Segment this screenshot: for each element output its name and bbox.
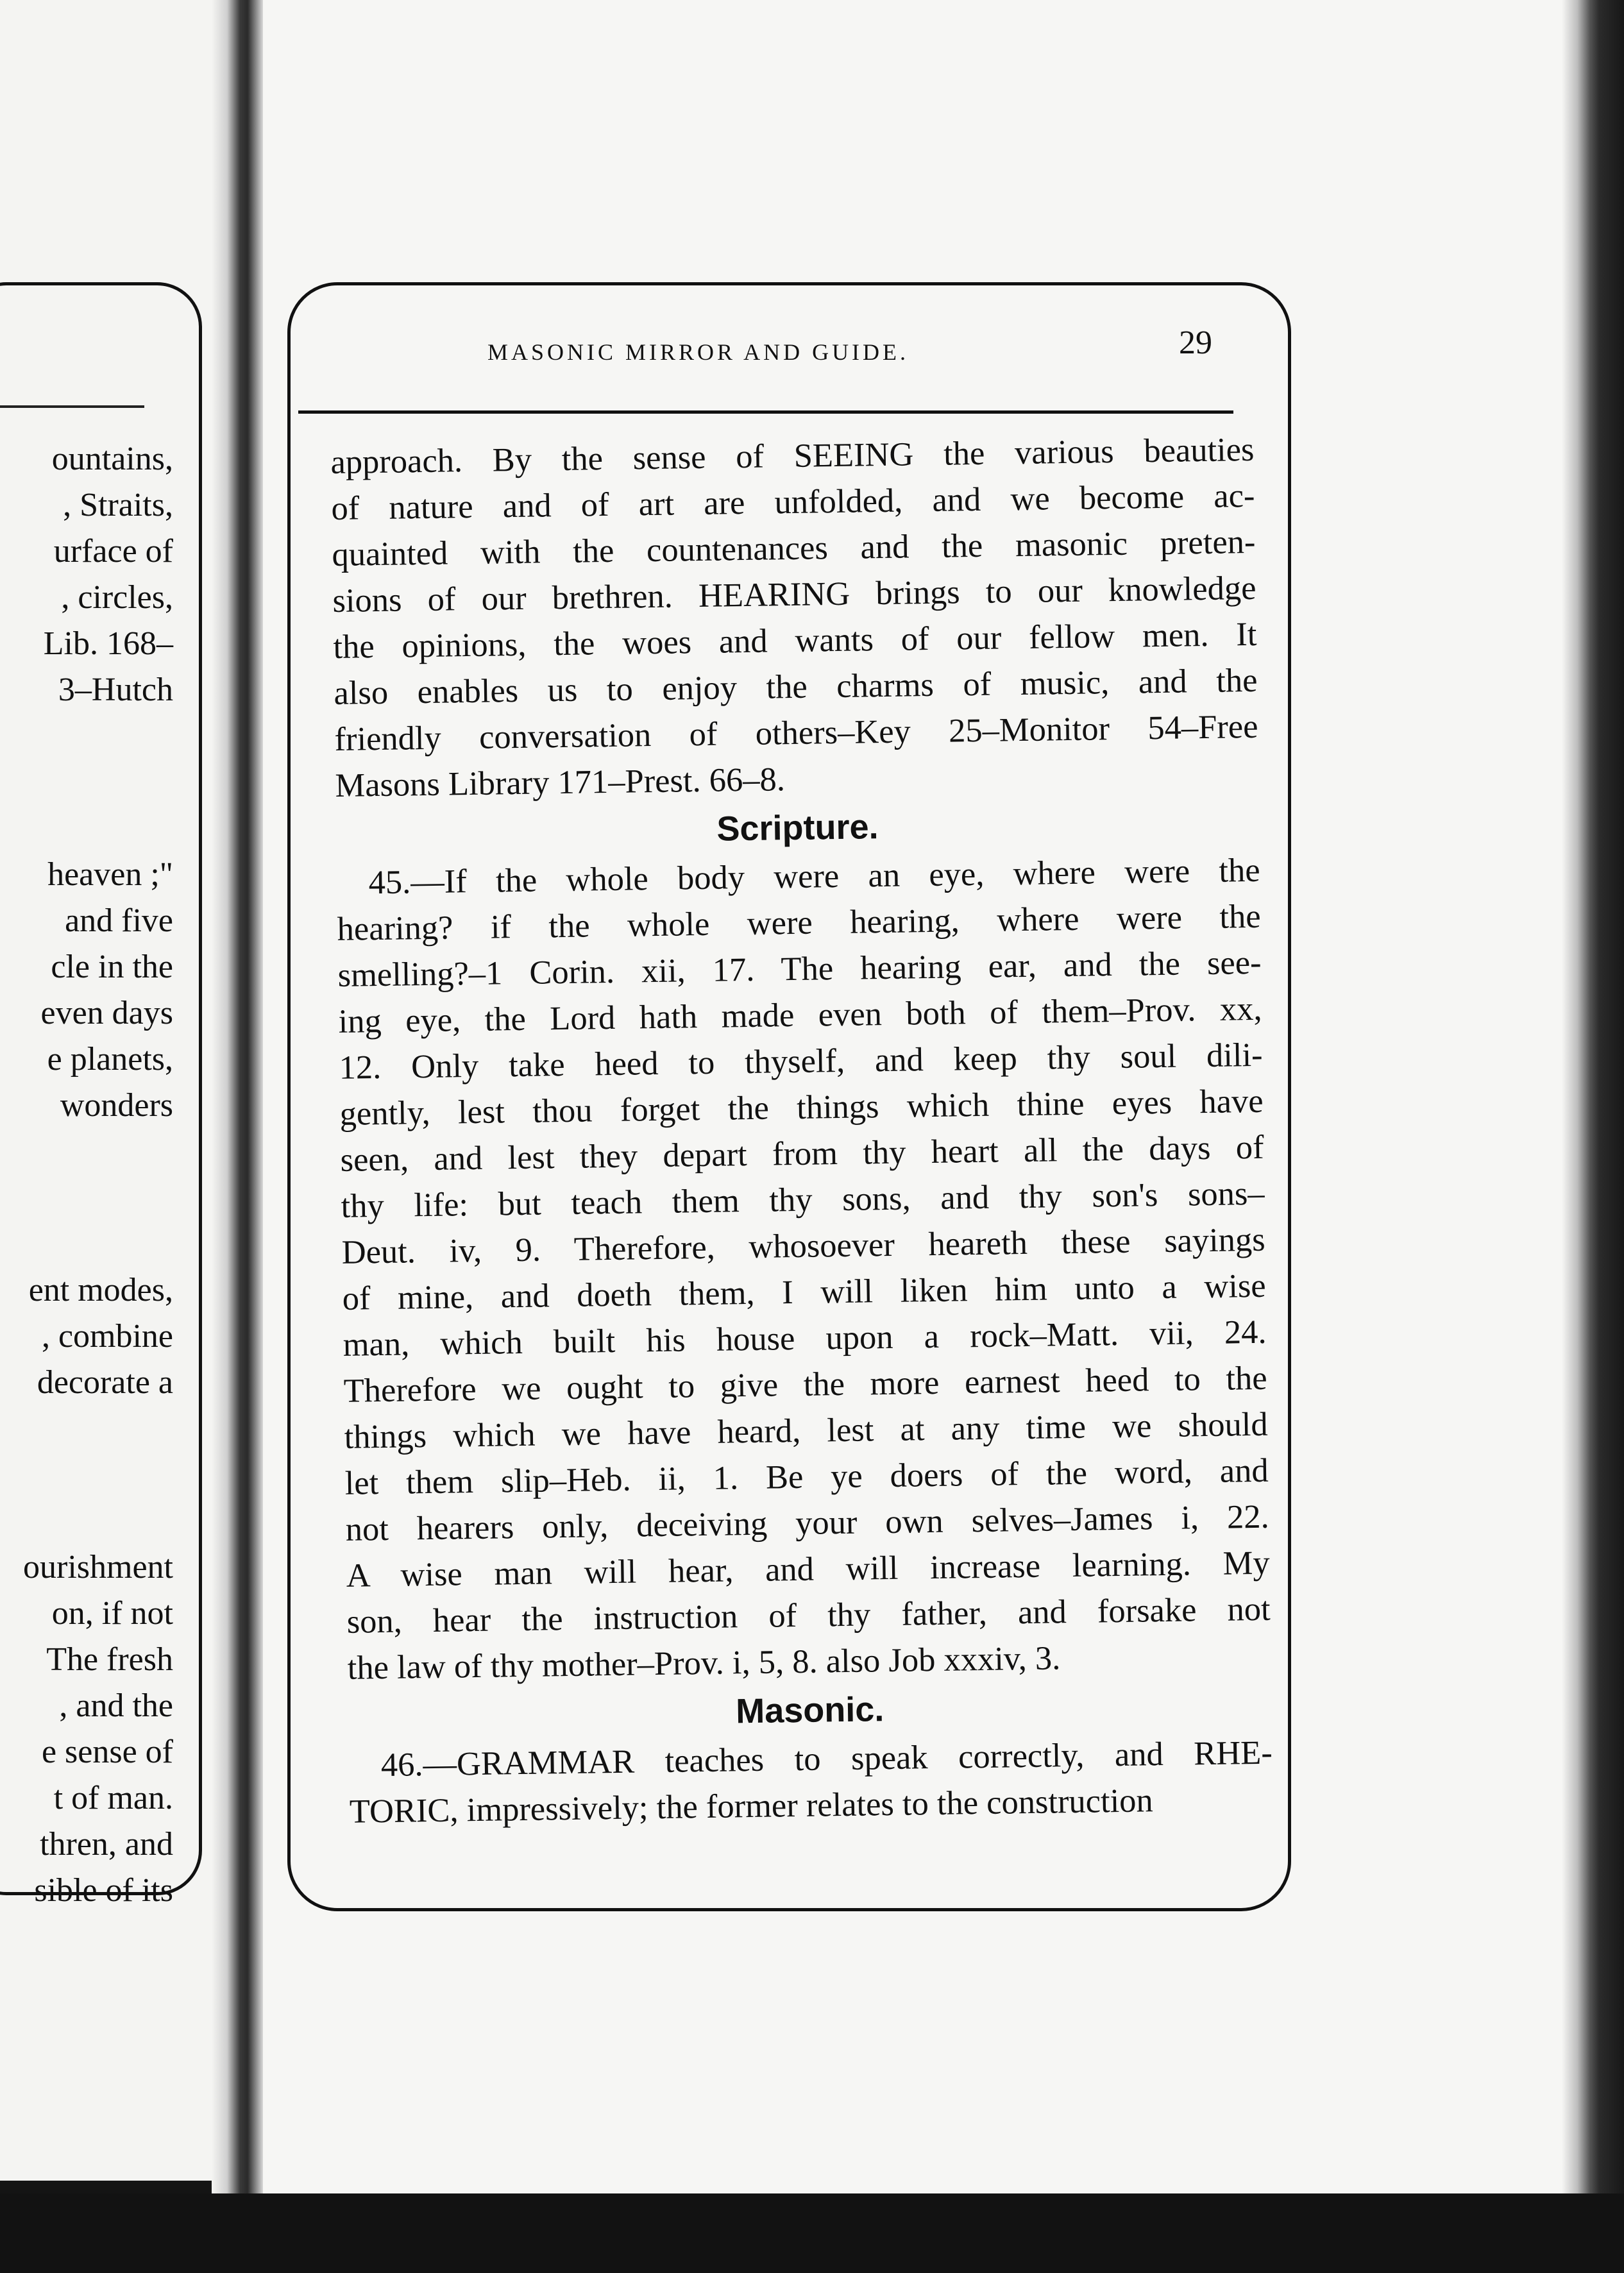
text-line: the law of thy mother–Prov. i, 5, 8. also Job xxxiv, 3. — [347, 1639, 1061, 1687]
text-line: ing eye, the Lord hath made even both of them–Prov. xx, — [338, 990, 1262, 1040]
text-line: not hearers only, deceiving your own selves–James i, 22. — [345, 1498, 1270, 1548]
paragraph-45 — [336, 847, 1271, 1691]
left-page-line: decorate a — [37, 1364, 173, 1401]
left-page-line: urface of — [53, 533, 173, 570]
text-line: let them slip–Heb. ii, 1. Be ye doers of the word, and — [344, 1451, 1269, 1502]
section-heading-scripture: Scripture. — [716, 807, 879, 849]
left-page-line: even days — [40, 995, 173, 1031]
left-page-line: ourishment — [23, 1549, 173, 1585]
left-page-line: , Straits, — [63, 487, 173, 523]
left-page-line: Lib. 168– — [43, 625, 173, 662]
section-heading-masonic: Masonic. — [735, 1690, 884, 1731]
left-page-line: 3–Hutch — [58, 672, 173, 708]
text-line: 45.—If the whole body were an eye, where were the — [368, 851, 1260, 902]
header-rule — [298, 410, 1233, 414]
text-line: also enables us to enjoy the charms of music, and the — [334, 661, 1258, 712]
left-page-line: sible of its — [34, 1872, 173, 1909]
book-gutter — [212, 0, 263, 2193]
text-line: the opinions, the woes and wants of our fellow men. It — [333, 615, 1257, 666]
left-page-line: , and the — [59, 1687, 173, 1724]
left-page-line — [0, 759, 173, 806]
text-line: hearing? if the whole were hearing, where were the — [337, 897, 1261, 948]
left-page-line: heaven ;" — [47, 856, 173, 893]
text-line: friendly conversation of others–Key 25–Monitor 54–Free — [334, 707, 1258, 758]
text-line: thy life: but teach them thy sons, and thy son's sons– — [341, 1174, 1265, 1225]
left-page-line — [0, 1221, 173, 1267]
text-line: A wise man will hear, and will increase learning. My — [346, 1544, 1271, 1594]
left-page-line: on, if not — [51, 1595, 173, 1632]
scan-bottom-border — [0, 2193, 1624, 2273]
left-page-line: The fresh — [46, 1641, 173, 1678]
text-line: man, which built his house upon a rock–Matt. vii, 24. — [343, 1313, 1267, 1364]
text-line: approach. By the sense of SEEING the various beauties — [330, 430, 1255, 481]
left-page-line: ent modes, — [28, 1272, 173, 1308]
page-body — [330, 427, 1273, 1835]
left-page-line — [0, 806, 173, 852]
left-page-line: e planets, — [47, 1041, 173, 1077]
text-line: sions of our brethren. HEARING brings to our knowledge — [332, 569, 1256, 620]
left-page-line — [0, 713, 173, 759]
text-line: son, hear the instruction of thy father, and forsake not — [346, 1590, 1271, 1641]
page-number: 29 — [1179, 325, 1212, 361]
paragraph-senses — [330, 427, 1259, 809]
text-line: things which we have heard, lest at any time we should — [344, 1405, 1268, 1456]
left-page-line: ountains, — [51, 441, 173, 477]
left-page-line — [0, 1129, 173, 1175]
text-line: Therefore we ought to give the more earnest heed to the — [343, 1359, 1267, 1410]
paragraph-46 — [348, 1730, 1273, 1835]
left-page-line: , combine — [41, 1318, 173, 1355]
text-line: Masons Library 171–Prest. 66–8. — [335, 761, 786, 804]
left-page-line: , circles, — [61, 579, 173, 616]
text-line: Deut. iv, 9. Therefore, whosoever heareth these sayings — [341, 1221, 1265, 1271]
text-line: smelling?–1 Corin. xii, 17. The hearing ear, and the see- — [337, 943, 1262, 994]
text-line: of mine, and doeth them, I will liken him unto a wise — [342, 1267, 1266, 1317]
left-page-line: t of man. — [53, 1780, 173, 1816]
left-page-line — [0, 1498, 173, 1544]
left-page-line: cle in the — [51, 949, 173, 985]
text-line: 12. Only take heed to thyself, and keep thy soul dili- — [339, 1036, 1263, 1086]
page-edge-shadow — [1562, 0, 1624, 2200]
text-line: 46.—GRAMMAR teaches to speak correctly, and RHE- — [380, 1734, 1273, 1784]
left-page-text — [0, 436, 173, 1914]
left-page-line: thren, and — [40, 1826, 173, 1863]
text-line: of nature and of art are unfolded, and we become ac- — [331, 477, 1255, 527]
left-page-line: e sense of — [41, 1734, 173, 1770]
text-line: TORIC, impressively; the former relates to the construction — [349, 1782, 1154, 1830]
left-page-line: and five — [65, 902, 173, 939]
left-page-line — [0, 1406, 173, 1452]
running-title: MASONIC MIRROR AND GUIDE. — [487, 339, 909, 365]
text-line: quainted with the countenances and the masonic preten- — [332, 523, 1256, 573]
text-line: seen, and lest they depart from thy heart all the days of — [340, 1128, 1264, 1179]
text-line: gently, lest thou forget the things which thine eyes have — [339, 1082, 1264, 1133]
left-page-line — [0, 1175, 173, 1221]
left-page-line — [0, 1452, 173, 1498]
left-page-rule — [0, 405, 144, 408]
left-page-line: wonders — [60, 1087, 173, 1124]
